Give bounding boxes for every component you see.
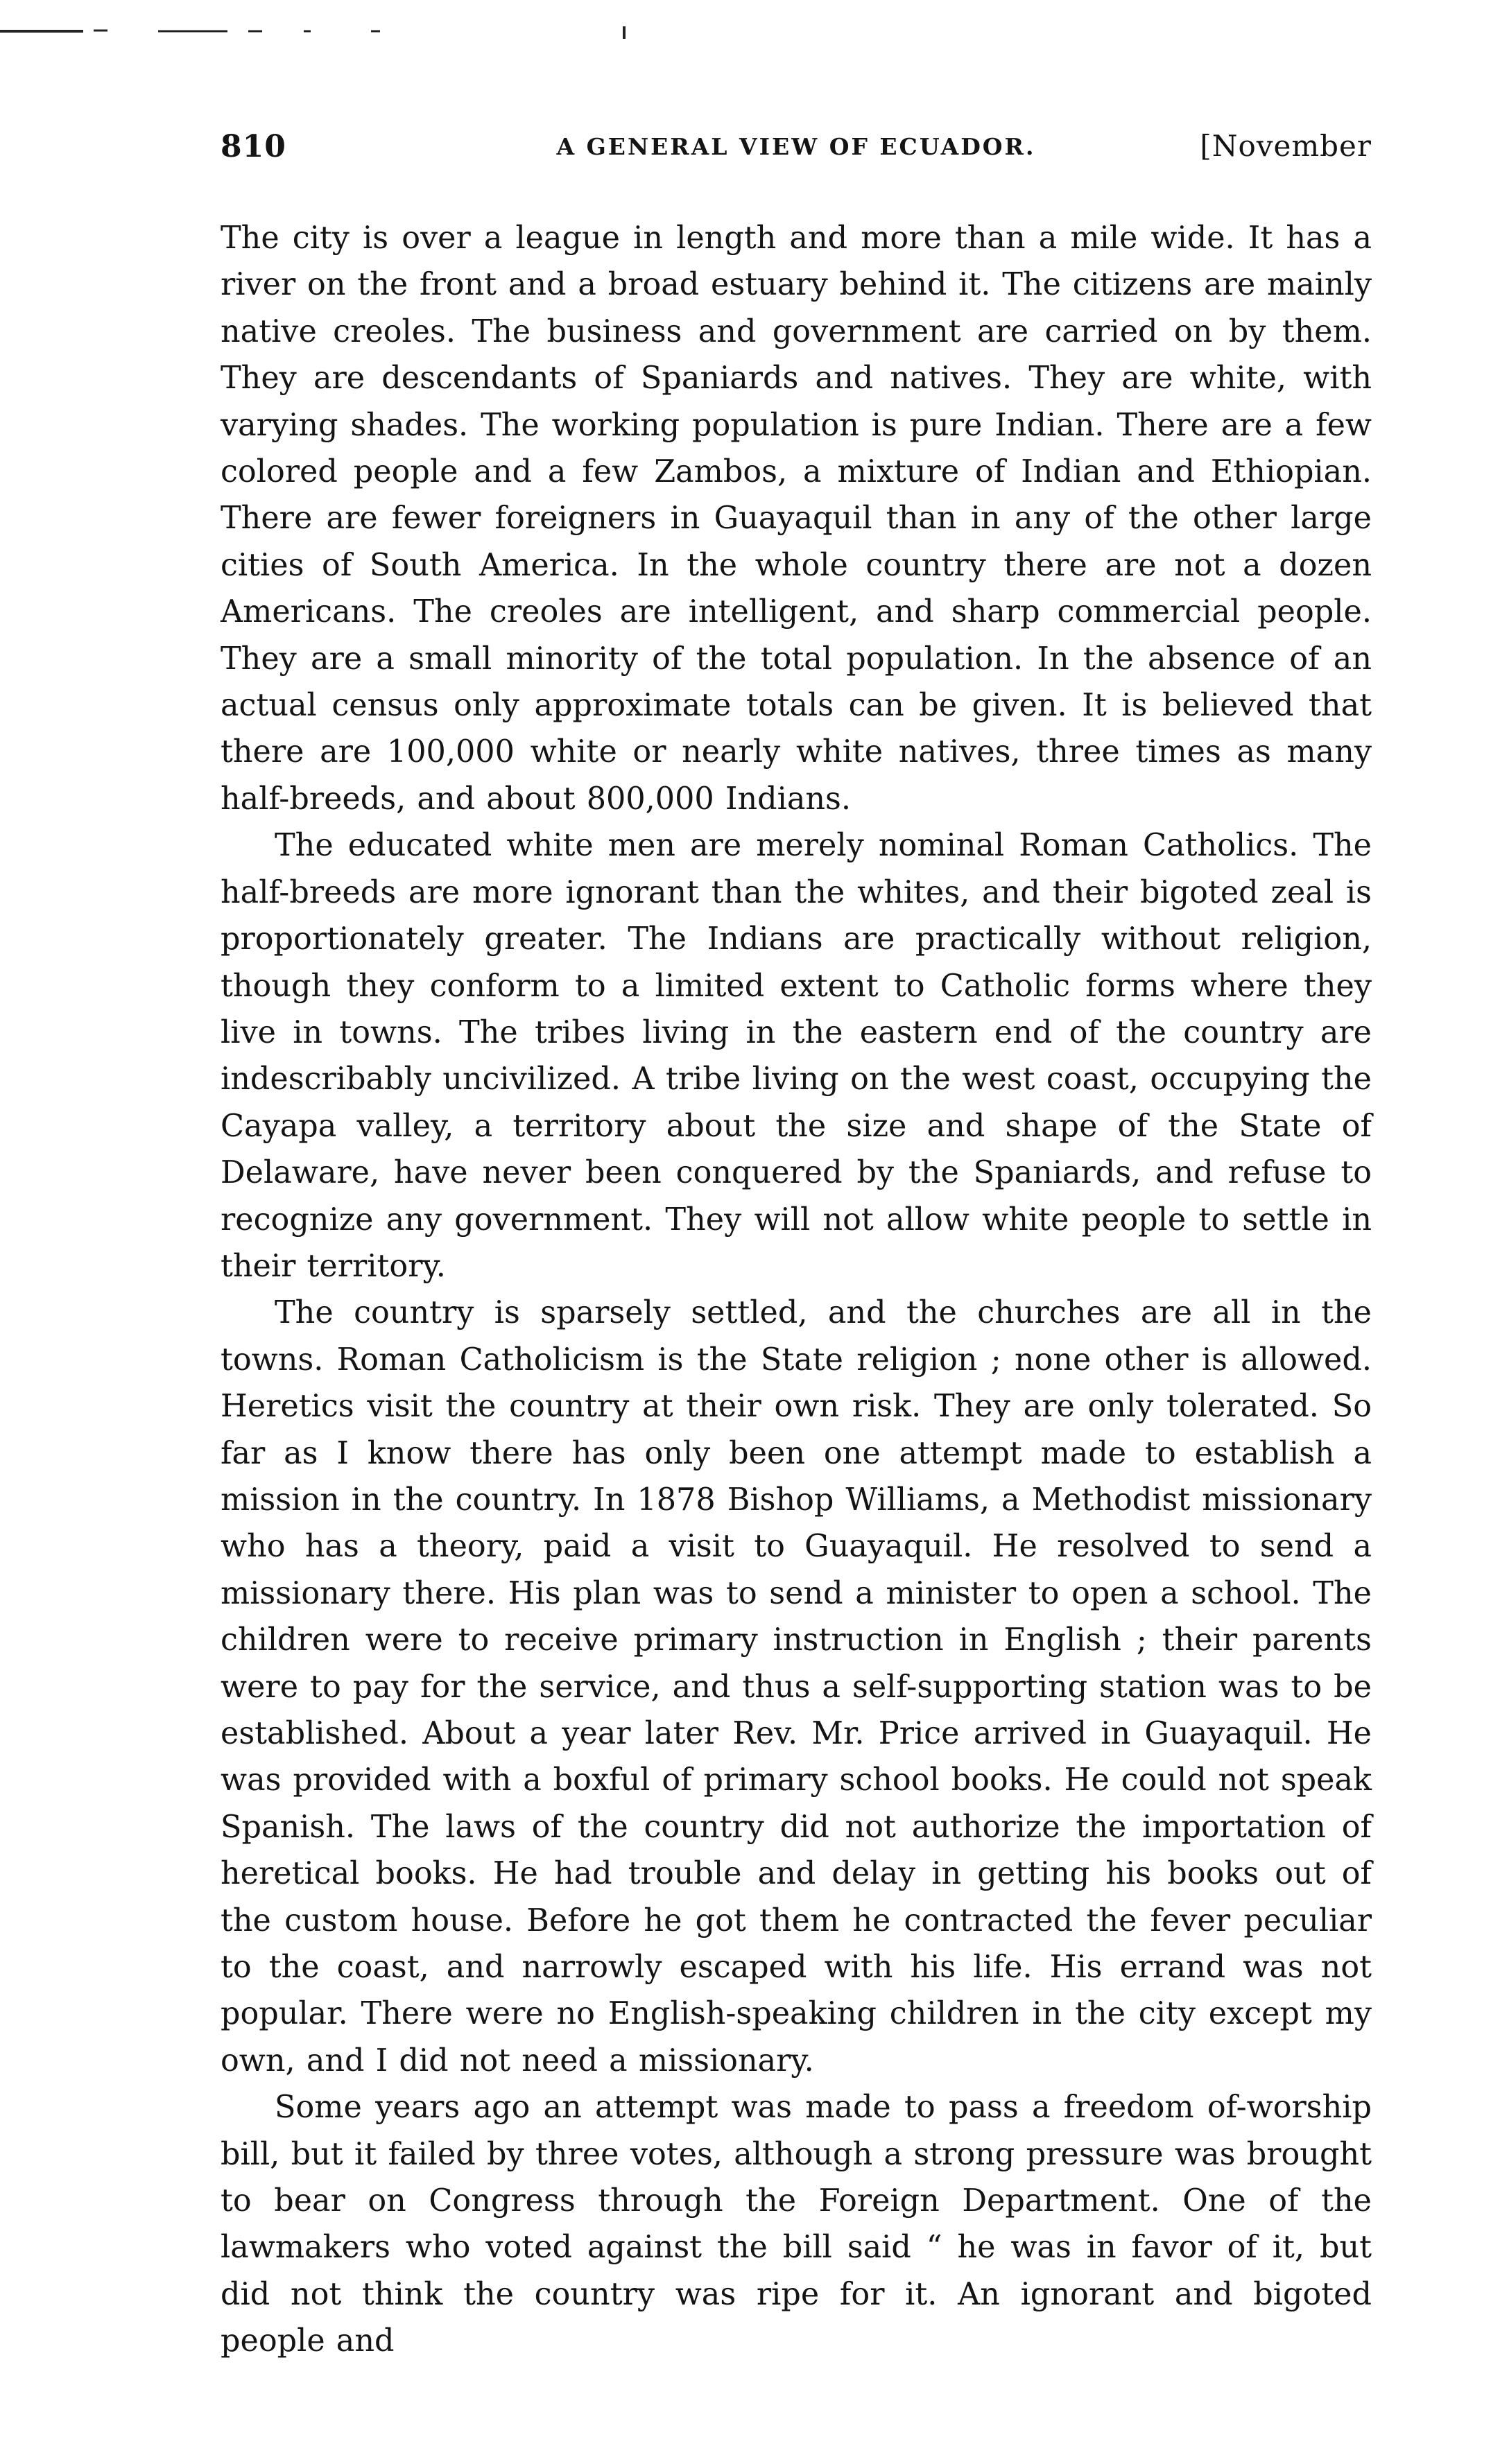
paragraph-freedom-of-worship: Some years ago an attempt was made to pass a freedom of-worship bill, but it failed by three votes, although a strong pressure was brought to bear on Congress through the Foreign Department. One of the lawmakers who voted against the bill said “ he was in favor of it, but did not think the country was ripe for it. An ignorant and bigoted people and — [221, 2090, 1372, 2359]
body-text — [221, 215, 1372, 2365]
scan-edge-marks — [0, 0, 1500, 55]
running-head — [221, 123, 1372, 179]
paragraph-religion: The educated white men are merely nominal Roman Catholics. The half-breeds are more ignorant than the whites, and their bigoted zeal is proportionately greater. The Indians are practically without religion, though they conform to a limited extent to Catholic forms where they live in towns. The tribes living in the eastern end of the country are indescribably uncivilized. A tribe living on the west coast, occupying the Cayapa valley, a territory about the size and shape of the State of Delaware, have never been conquered by the Spaniards, and refuse to recognize any government. They will not allow white people to settle in their territory. — [221, 828, 1372, 1284]
running-head-month: [November — [1200, 129, 1372, 163]
book-page — [221, 123, 1372, 2365]
page-number: 810 — [221, 129, 286, 164]
running-title: A GENERAL VIEW OF ECUADOR. — [556, 133, 1036, 160]
paragraph-mission: The country is sparsely settled, and the churches are all in the towns. Roman Catholicism is the State religion ; none other is allowed. Heretics visit the country at their own risk. They are only tolerated. So far as I know there has only been one attempt made to establish a mission in the country. In 1878 Bishop Williams, a Methodist missionary who has a theory, paid a visit to Guayaquil. He resolved to send a missionary there. His plan was to send a minister to open a school. The children were to receive primary instruction in English ; their parents were to pay for the service, and thus a self-supporting station was to be established. About a year later Rev. Mr. Price arrived in Guayaquil. He was provided with a boxful of primary school books. He could not speak Spanish. The laws of the country did not authorize the importation of heretical books. He had trouble and delay in getting his books out of the custom house. Before he got them he contracted the fever peculiar to the coast, and narrowly escaped with his life. His errand was not popular. There were no English-speaking children in the city except my own, and I did not need a missionary. — [221, 1295, 1372, 2079]
paragraph-population: The city is over a league in length and more than a mile wide. It has a river on the front and a broad estuary behind it. The citizens are mainly native creoles. The business and government are carried on by them. They are descendants of Spaniards and natives. They are white, with varying shades. The working population is pure Indian. There are a few colored people and a few Zambos, a mixture of Indian and Ethiopian. There are fewer foreigners in Guayaquil than in any of the other large cities of South America. In the whole country there are not a dozen Americans. The creoles are intelligent, and sharp commercial people. They are a small minority of the total population. In the absence of an actual census only approximate totals can be given. It is believed that there are 100,000 white or nearly white natives, three times as many half-breeds, and about 800,000 Indians. — [221, 220, 1372, 817]
